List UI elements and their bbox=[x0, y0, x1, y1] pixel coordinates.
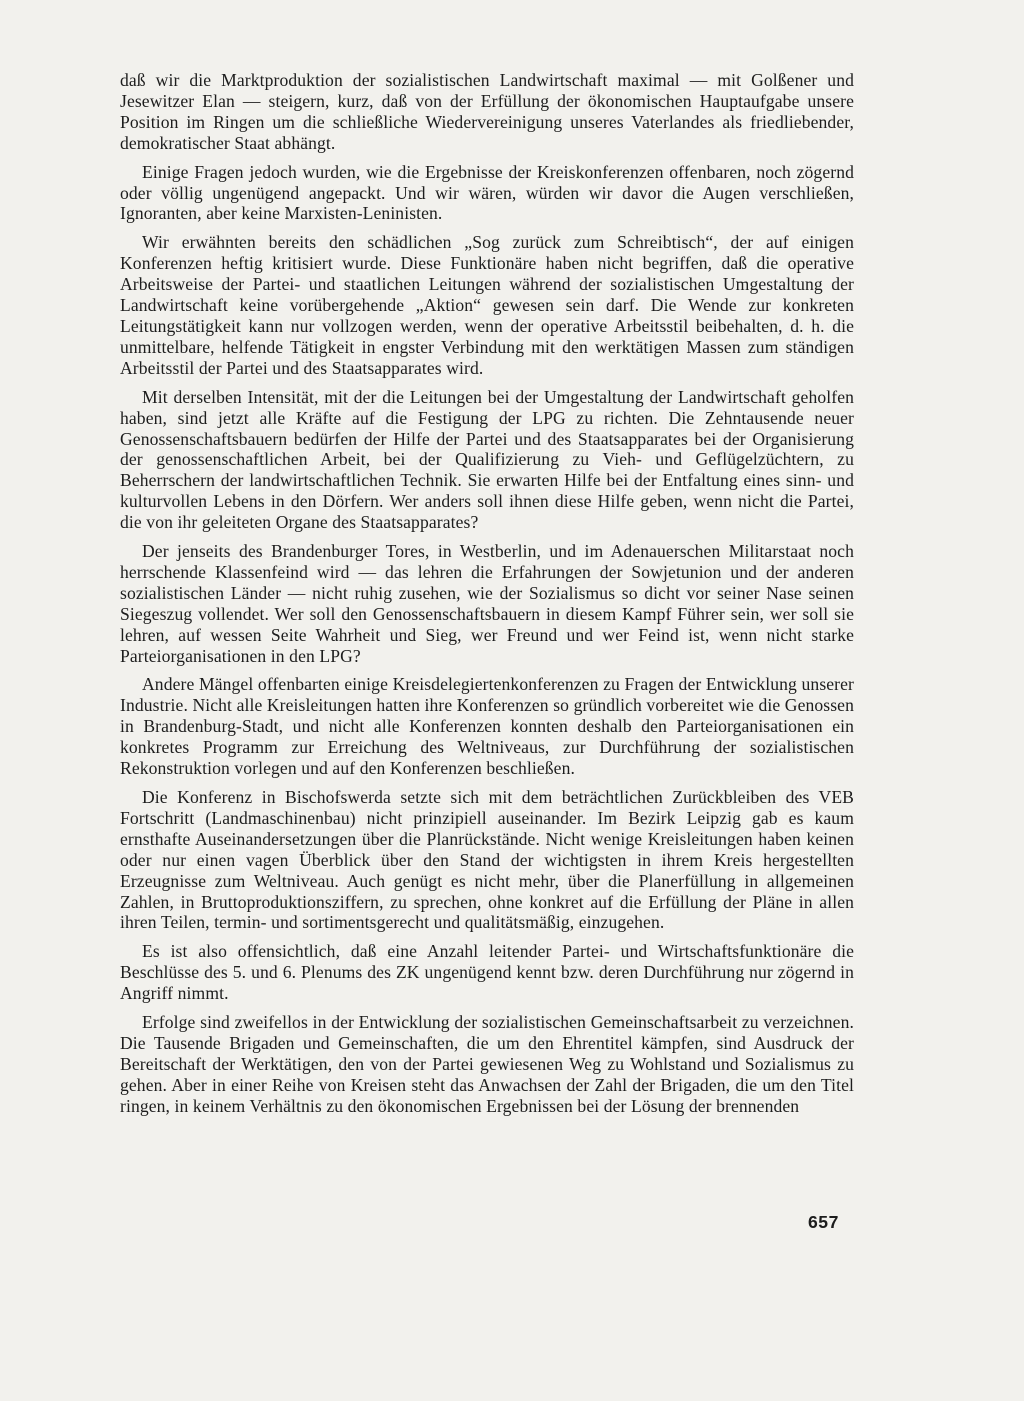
paragraph-3: Wir erwähnten bereits den schädlichen „Sog zurück zum Schreibtisch“, der auf einigen Konferenzen heftig kritisiert wurde. Diese Funktionäre haben nicht begriffen, daß die operative Arbeitsweise der Partei- und staatlichen Leitungen während der sozialistischen Umgestaltung der Landwirtschaft keine vorübergehende „Aktion“ gewesen sein darf. Die Wende zur konkreten Leitungstätigkeit kann nur vollzogen werden, wenn der operative Arbeitsstil beibehalten, d. h. die unmittelbare, helfende Tätigkeit in engster Verbindung mit den werktätigen Massen zum ständigen Arbeitsstil der Partei und des Staatsapparates wird. bbox=[120, 232, 854, 378]
paragraph-1: daß wir die Marktproduktion der sozialistischen Landwirtschaft maximal — mit Golßener und Jesewitzer Elan — steigern, kurz, daß von der Erfüllung der ökonomischen Hauptaufgabe unsere Position im Ringen um die schließliche Wiedervereinigung unseres Vaterlandes als friedliebender, demokratischer Staat abhängt. bbox=[120, 70, 854, 153]
paragraph-9: Erfolge sind zweifellos in der Entwicklung der sozialistischen Gemeinschaftsarbeit zu verzeichnen. Die Tausende Brigaden und Gemeinschaften, die um den Ehrentitel kämpfen, sind Ausdruck der Bereitschaft der Werktätigen, den von der Partei gewiesenen Weg zu Wohlstand und Sozialismus zu gehen. Aber in einer Reihe von Kreisen steht das Anwachsen der Zahl der Brigaden, die um den Titel ringen, in keinem Verhältnis zu den ökonomischen Ergebnissen bei der Lösung der brennenden bbox=[120, 1012, 854, 1116]
page-body bbox=[120, 70, 854, 1125]
paragraph-2: Einige Fragen jedoch wurden, wie die Ergebnisse der Kreiskonferenzen offenbaren, noch zögernd oder völlig ungenügend angepackt. Und wir wären, würden wir davor die Augen verschließen, Ignoranten, aber keine Marxisten-Leninisten. bbox=[120, 161, 854, 224]
page-number: 657 bbox=[808, 1212, 839, 1232]
paragraph-7: Die Konferenz in Bischofswerda setzte sich mit dem beträchtlichen Zurückbleiben des VEB Fortschritt (Landmaschinenbau) nicht prinzipiell auseinander. Im Bezirk Leipzig gab es kaum ernsthafte Auseinandersetzungen über die Planrückstände. Nicht wenige Kreisleitungen haben keinen oder nur einen vagen Überblick über den Stand der wichtigsten in ihrem Kreis hergestellten Erzeugnisse zum Weltniveau. Auch genügt es nicht mehr, über die Planerfüllung in allgemeinen Zahlen, in Bruttoproduktionsziffern, zu sprechen, ohne konkret auf die Erfüllung der Pläne in allen ihren Teilen, termin- und sortimentsgerecht und qualitätsmäßig, einzugehen. bbox=[120, 787, 854, 933]
paragraph-6: Andere Mängel offenbarten einige Kreisdelegiertenkonferenzen zu Fragen der Entwicklung unserer Industrie. Nicht alle Kreisleitungen hatten ihre Konferenzen so gründlich vorbereitet wie die Genossen in Brandenburg-Stadt, und nicht alle Konferenzen konnten deshalb den Parteiorganisationen ein konkretes Programm zur Erreichung des Weltniveaus, zur Durchführung der sozialistischen Rekonstruktion vorlegen und auf den Konferenzen beschließen. bbox=[120, 674, 854, 779]
paragraph-4: Mit derselben Intensität, mit der die Leitungen bei der Umgestaltung der Landwirtschaft geholfen haben, sind jetzt alle Kräfte auf die Festigung der LPG zu richten. Die Zehntausende neuer Genossenschaftsbauern bedürfen der Hilfe der Partei und des Staatsapparates bei der Organisierung der genossenschaftlichen Arbeit, bei der Qualifizierung zu Vieh- und Geflügelzüchtern, zu Beherrschern der landwirtschaftlichen Technik. Sie erwarten Hilfe bei der Entfaltung eines sinn- und kulturvollen Lebens in den Dörfern. Wer anders soll ihnen diese Hilfe geben, wenn nicht die Partei, die von ihr geleiteten Organe des Staatsapparates? bbox=[120, 386, 854, 533]
paragraph-8: Es ist also offensichtlich, daß eine Anzahl leitender Partei- und Wirtschaftsfunktionäre die Beschlüsse des 5. und 6. Plenums des ZK ungenügend kennt bzw. deren Durchführung nur zögernd in Angriff nimmt. bbox=[120, 941, 854, 1004]
paragraph-5: Der jenseits des Brandenburger Tores, in Westberlin, und im Adenauerschen Militarstaat noch herrschende Klassenfeind wird — das lehren die Erfahrungen der Sowjetunion und der anderen sozialistischen Länder — nicht ruhig zusehen, wie der Sozialismus so dicht vor seiner Nase seinen Siegeszug vollendet. Wer soll den Genossenschaftsbauern in diesem Kampf Führer sein, wer soll sie lehren, auf wessen Seite Wahrheit und Sieg, wer Freund und wer Feind ist, wenn nicht starke Parteiorganisationen in den LPG? bbox=[120, 541, 854, 666]
